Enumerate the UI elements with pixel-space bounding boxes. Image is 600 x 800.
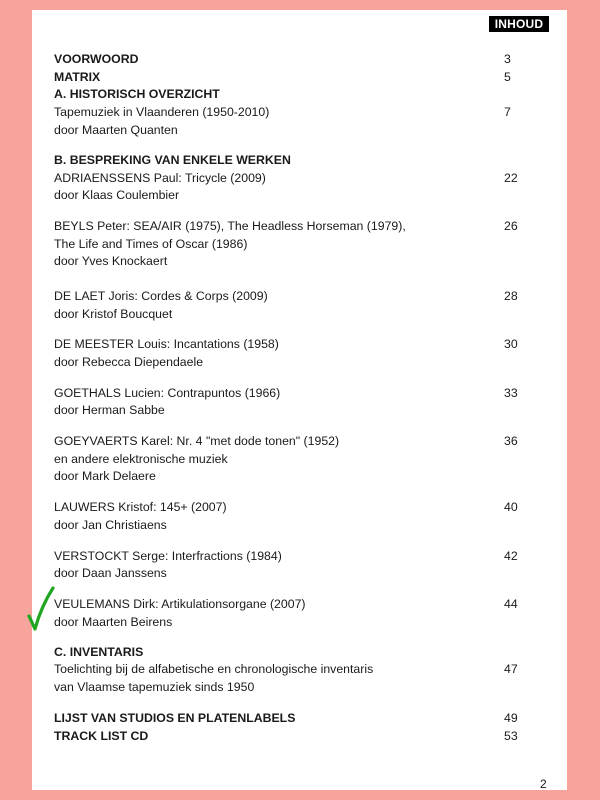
section-c-line2: van Vlaamse tapemuziek sinds 1950	[54, 680, 255, 694]
toc-entry-page: 36	[504, 434, 518, 448]
toc-studios-page: 49	[504, 711, 518, 725]
checkmark-icon	[26, 586, 56, 632]
toc-entry-line1: DE MEESTER Louis: Incantations (1958)	[54, 337, 279, 351]
toc-entry-page: 33	[504, 386, 518, 400]
section-c-title: C. INVENTARIS	[54, 645, 144, 659]
toc-entry-line1: VEULEMANS Dirk: Artikulationsorgane (2007)	[54, 597, 306, 611]
toc-entry-line1: BEYLS Peter: SEA/AIR (1975), The Headless Horseman (1979),	[54, 219, 406, 233]
toc-entry-author: door Mark Delaere	[54, 469, 156, 483]
toc-entry-author: door Rebecca Diependaele	[54, 355, 204, 369]
toc-matrix-page: 5	[504, 70, 511, 84]
toc-entry-author: door Herman Sabbe	[54, 403, 165, 417]
toc-entry-line1: DE LAET Joris: Cordes & Corps (2009)	[54, 289, 268, 303]
page-number: 2	[540, 777, 547, 791]
document-page	[32, 10, 567, 790]
toc-voorwoord-page: 3	[504, 52, 511, 66]
toc-entry-page: 40	[504, 500, 518, 514]
toc-entry-author: door Daan Janssens	[54, 566, 167, 580]
toc-entry-author: door Yves Knockaert	[54, 254, 168, 268]
toc-entry-page: 44	[504, 597, 518, 611]
toc-entry-line1: ADRIAENSSENS Paul: Tricycle (2009)	[54, 171, 266, 185]
toc-matrix: MATRIX	[54, 70, 101, 84]
toc-entry-page: 28	[504, 289, 518, 303]
toc-entry-page: 26	[504, 219, 518, 233]
toc-entry-page: 22	[504, 171, 518, 185]
toc-entry-line2: The Life and Times of Oscar (1986)	[54, 237, 248, 251]
section-a-page: 7	[504, 105, 511, 119]
toc-entry-line1: VERSTOCKT Serge: Interfractions (1984)	[54, 549, 282, 563]
toc-entry-line2: en andere elektronische muziek	[54, 452, 228, 466]
toc-entry-author: door Maarten Beirens	[54, 615, 173, 629]
section-a-entry-author: door Maarten Quanten	[54, 123, 178, 137]
toc-tracklist: TRACK LIST CD	[54, 729, 149, 743]
toc-studios: LIJST VAN STUDIOS EN PLATENLABELS	[54, 711, 296, 725]
section-c-page: 47	[504, 662, 518, 676]
toc-entry-author: door Jan Christiaens	[54, 518, 167, 532]
toc-entry-page: 42	[504, 549, 518, 563]
toc-entry-author: door Klaas Coulembier	[54, 188, 180, 202]
section-a-entry-title: Tapemuziek in Vlaanderen (1950-2010)	[54, 105, 270, 119]
section-badge: INHOUD	[489, 16, 549, 32]
toc-entry-author: door Kristof Boucquet	[54, 307, 173, 321]
toc-entry-line1: GOEYVAERTS Karel: Nr. 4 "met dode tonen" (1952)	[54, 434, 340, 448]
section-b-title: B. BESPREKING VAN ENKELE WERKEN	[54, 153, 291, 167]
section-a-title: A. HISTORISCH OVERZICHT	[54, 87, 220, 101]
toc-entry-line1: LAUWERS Kristof: 145+ (2007)	[54, 500, 227, 514]
toc-voorwoord: VOORWOORD	[54, 52, 139, 66]
section-c-line1: Toelichting bij de alfabetische en chronologische inventaris	[54, 662, 374, 676]
toc-tracklist-page: 53	[504, 729, 518, 743]
toc-entry-line1: GOETHALS Lucien: Contrapuntos (1966)	[54, 386, 281, 400]
toc-entry-page: 30	[504, 337, 518, 351]
